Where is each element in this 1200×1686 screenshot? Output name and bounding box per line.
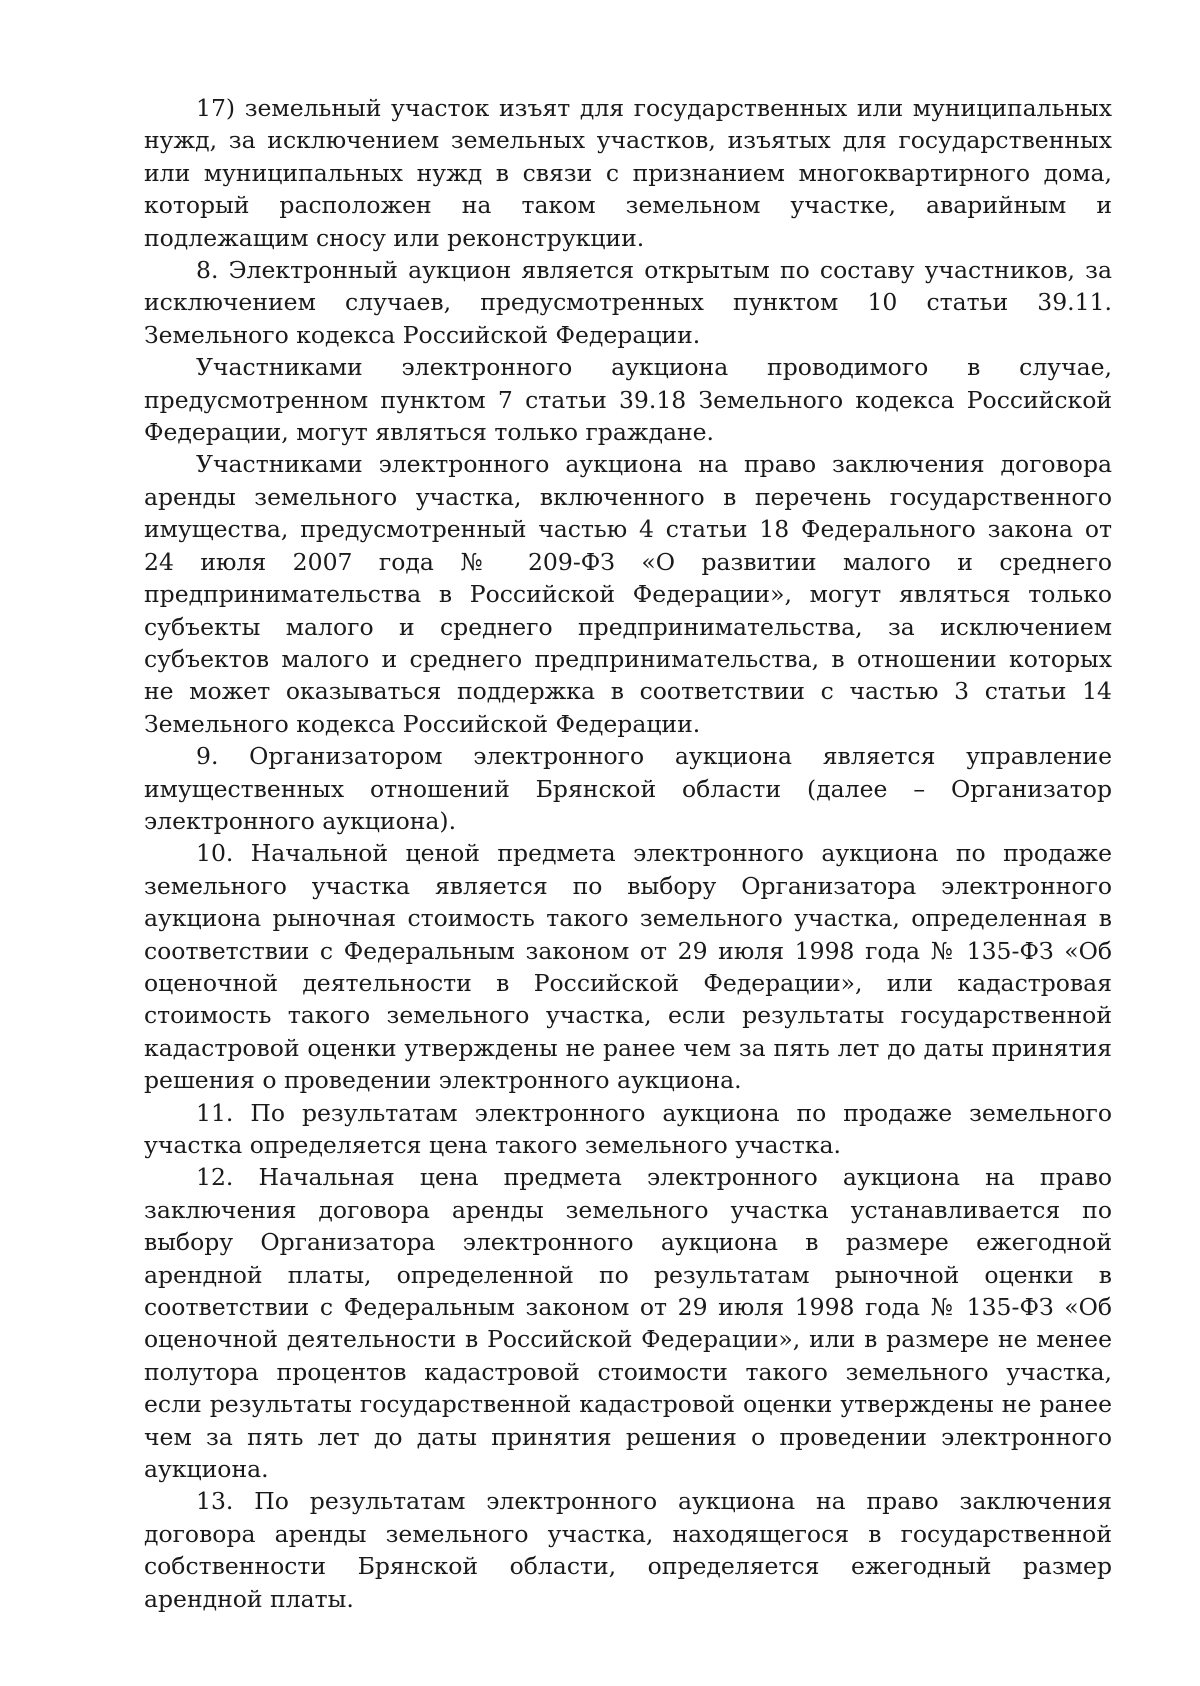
paragraph-8-participants-smb: Участниками электронного аукциона на право заключения договора аренды земельного участка, включенного в перечень государственного имущества, предусмотренный частью 4 статьи 18 Федерального закона от 24 июля 2007 года № 209-ФЗ «О развитии малого и среднего предпринимательства в Российской Федерации», могут являться только субъекты малого и среднего предпринимательства, за исключением субъектов малого и среднего предпринимательства, в отношении которых не может оказываться поддержка в соответствии с частью 3 статьи 14 Земельного кодекса Российской Федерации. [144,450,1112,738]
paragraph-8-participants-citizens: Участниками электронного аукциона проводимого в случае, предусмотренном пунктом 7 статьи 39.18 Земельного кодекса Российской Федерации, могут являться только граждане. [144,353,1112,447]
document-body [144,92,1112,1615]
paragraph-13: 13. По результатам электронного аукциона на право заключения договора аренды земельного участка, находящегося в государственной собственности Брянской области, определяется ежегодный размер арендной платы. [144,1487,1112,1613]
paragraph-11: 11. По результатам электронного аукциона по продаже земельного участка определяется цена такого земельного участка. [144,1098,1112,1159]
paragraph-17-clause: 17) земельный участок изъят для государственных или муниципальных нужд, за исключением земельных участков, изъятых для государственных или муниципальных нужд в связи с признанием многоквартирного дома, который расположен на таком земельном участке, аварийным и подлежащим сносу или реконструкции. [144,94,1112,252]
paragraph-9: 9. Организатором электронного аукциона является управление имущественных отношений Брянской области (далее – Организатор электронного аукциона). [144,742,1112,835]
paragraph-12: 12. Начальная цена предмета электронного аукциона на право заключения договора аренды земельного участка устанавливается по выбору Организатора электронного аукциона в размере ежегодной арендной платы, определенной по результатам рыночной оценки в соответствии с Федеральным законом от 29 июля 1998 года № 135-ФЗ «Об оценочной деятельности в Российской Федерации», или в размере не менее полутора процентов кадастровой стоимости такого земельного участка, если результаты государственной кадастровой оценки утверждены не ранее чем за пять лет до даты принятия решения о проведении электронного аукциона. [144,1163,1112,1484]
paragraph-8: 8. Электронный аукцион является открытым по составу участников, за исключением случаев, предусмотренных пунктом 10 статьи 39.11. Земельного кодекса Российской Федерации. [144,256,1112,349]
paragraph-10: 10. Начальной ценой предмета электронного аукциона по продаже земельного участка является по выбору Организатора электронного аукциона рыночная стоимость такого земельного участка, определенная в соответствии с Федеральным законом от 29 июля 1998 года № 135-ФЗ «Об оценочной деятельности в Российской Федерации», или кадастровая стоимость такого земельного участка, если результаты государственной кадастровой оценки утверждены не ранее чем за пять лет до даты принятия решения о проведении электронного аукциона. [144,839,1112,1095]
